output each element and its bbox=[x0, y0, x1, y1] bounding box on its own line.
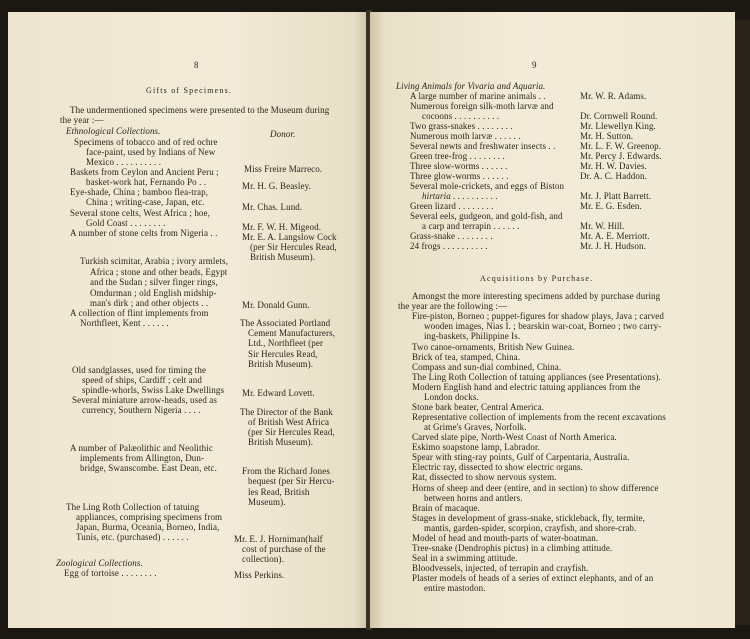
item-line: Green lizard . . . . . . . . bbox=[410, 201, 494, 211]
donor: bequest (per Sir Hercu- bbox=[248, 476, 335, 486]
purchase-line: London docks. bbox=[424, 392, 479, 402]
purchase-line: entire mastodon. bbox=[424, 583, 486, 593]
purchase-line: Brick of tea, stamped, China. bbox=[412, 352, 521, 362]
purchase-line: Carved slate pipe, North-West Coast of North America. bbox=[412, 432, 617, 442]
purchase-line: Eskimo soapstone lamp, Labrador. bbox=[412, 442, 540, 452]
item-line: spindle-whorls, Swiss Lake Dwellings bbox=[82, 385, 225, 395]
item-line: Numerous foreign silk-moth larvæ and bbox=[410, 101, 554, 111]
item-line: Omdurman ; old English midship- bbox=[90, 288, 217, 298]
donor: Mr. Llewellyn King. bbox=[580, 121, 656, 131]
donor: les Read, British bbox=[248, 487, 310, 497]
purchase-line: ing-baskets, Philippine Is. bbox=[424, 331, 521, 341]
item-line: and the Sudan ; silver finger rings, bbox=[90, 277, 218, 287]
item-line: Turkish scimitar, Arabia ; ivory armlets, bbox=[80, 256, 229, 266]
purchase-line: the year are the following :— bbox=[398, 301, 508, 311]
item-line: Several newts and freshwater insects . . bbox=[410, 141, 556, 151]
item-line: Green tree-frog . . . . . . . . bbox=[410, 151, 505, 161]
purchase-line: Model of head and mouth-parts of water-boatman. bbox=[412, 533, 599, 543]
donor: The Associated Portland bbox=[240, 318, 331, 328]
donor: (per Sir Hercules Read, bbox=[250, 242, 337, 252]
item-line: Several miniature arrow-heads, used as bbox=[72, 395, 217, 405]
purchase-line: Stone bark beater, Central America. bbox=[412, 402, 545, 412]
purchase-line: between horns and antlers. bbox=[424, 493, 523, 503]
item-line: Baskets from Ceylon and Ancient Peru ; bbox=[70, 167, 219, 177]
purchase-line: Spear with sting-ray points, Gulf of Carpentaria, Australia. bbox=[412, 452, 630, 462]
section-heading: Acquisitions by Purchase. bbox=[480, 274, 594, 283]
donor: Mr. W. Hill. bbox=[580, 221, 625, 231]
donor: British Museum). bbox=[248, 437, 314, 447]
donor: Mr. E. G. Esden. bbox=[580, 201, 642, 211]
donor: cost of purchase of the bbox=[242, 544, 326, 554]
purchase-line: Compass and sun-dial combined, China. bbox=[412, 362, 562, 372]
donor: Mr. H. W. Davies. bbox=[580, 161, 647, 171]
item-line: Three glow-worms . . . . . . bbox=[410, 171, 509, 181]
purchase-line: Bloodvessels, injected, of terrapin and crayfish. bbox=[412, 563, 589, 573]
donor: Dr. A. C. Haddon. bbox=[580, 171, 647, 181]
donor: Mr. J. H. Hudson. bbox=[580, 241, 646, 251]
donor: Sir Hercules Read, bbox=[248, 349, 318, 359]
donor: British Museum). bbox=[250, 252, 316, 262]
intro-line: The undermentioned specimens were presented to the Museum during bbox=[70, 105, 330, 115]
donor: Cement Manufacturers, bbox=[248, 328, 336, 338]
item-line: Mexico . . . . . . . . . . bbox=[86, 157, 162, 167]
purchase-line: mantis, garden-spider, scorpion, crayfish, and shore-crab. bbox=[424, 523, 637, 533]
donor: Museum). bbox=[248, 497, 286, 507]
page-number: 9 bbox=[532, 60, 537, 70]
item-line: Africa ; stone and other beads, Egypt bbox=[90, 267, 228, 277]
donor: Mr. F. W. H. Migeod. bbox=[242, 222, 322, 232]
subsection-label: Zoological Collections. bbox=[56, 558, 143, 568]
donor: British Museum). bbox=[248, 359, 314, 369]
purchase-line: The Ling Roth Collection of tatuing appliances (see Presentations). bbox=[412, 372, 661, 382]
item-line: Several eels, gudgeon, and gold-fish, and bbox=[410, 211, 563, 221]
donor: Dr. Cornwell Round. bbox=[580, 111, 658, 121]
item-line: a carp and terrapin . . . . . . bbox=[422, 221, 520, 231]
item-line: Specimens of tobacco and of red ochre bbox=[74, 137, 218, 147]
item-line: Two grass-snakes . . . . . . . . bbox=[410, 121, 513, 131]
item-line: Three slow-worms . . . . . . bbox=[410, 161, 508, 171]
purchase-line: Electric ray, dissected to show electric organs. bbox=[412, 462, 583, 472]
item-line: Northfleet, Kent . . . . . . bbox=[80, 318, 169, 328]
section-heading: Living Animals for Vivaria and Aquaria. bbox=[396, 81, 546, 91]
item-line: Egg of tortoise . . . . . . . . bbox=[64, 568, 157, 578]
item-line: speed of ships, Cardiff ; celt and bbox=[82, 375, 202, 385]
donor: From the Richard Jones bbox=[242, 466, 330, 476]
donor: Miss Perkins. bbox=[234, 570, 285, 580]
donor: Mr. Chas. Lund. bbox=[242, 202, 303, 212]
donor: (per Sir Hercules Read, bbox=[248, 427, 335, 437]
item-line: man's dirk ; and other objects . . bbox=[90, 298, 209, 308]
item-line: basket-work hat, Fernando Po . . bbox=[86, 177, 207, 187]
item-line: appliances, comprising specimens from bbox=[76, 512, 223, 522]
purchase-line: Brain of macaque. bbox=[412, 503, 480, 513]
item-line: face-paint, used by Indians of New bbox=[86, 147, 216, 157]
purchase-line: Representative collection of implements from the recent excavations bbox=[412, 412, 666, 422]
purchase-line: at Grime's Graves, Norfolk. bbox=[424, 422, 527, 432]
item-line: China ; writing-case, Japan, etc. bbox=[86, 197, 205, 207]
purchase-line: Stages in development of grass-snake, stickleback, fly, termite, bbox=[412, 513, 645, 523]
item-line: Eye-shade, China ; bamboo flea-trap, bbox=[70, 187, 209, 197]
donor: Mr. H. Sutton. bbox=[580, 131, 634, 141]
right-page bbox=[370, 12, 735, 628]
item-line: A collection of flint implements from bbox=[70, 308, 209, 318]
donor: Mr. E. A. Langslow Cock bbox=[242, 232, 337, 242]
left-page bbox=[8, 12, 368, 628]
purchase-line: Amongst the more interesting specimens added by purchase during bbox=[412, 291, 661, 301]
book-edge bbox=[735, 20, 750, 625]
donor: Mr. Donald Gunn. bbox=[242, 300, 310, 310]
item-line: Tunis, etc. (purchased) . . . . . . bbox=[76, 532, 189, 542]
donor: of British West Africa bbox=[248, 417, 330, 427]
item-line: Several stone celts, West Africa ; hoe, bbox=[70, 208, 210, 218]
donor: collection). bbox=[242, 554, 284, 564]
donor: Mr. H. G. Beasley. bbox=[242, 181, 311, 191]
donor-column-label: Donor. bbox=[270, 129, 296, 139]
donor: Mr. A. E. Merriott. bbox=[580, 231, 650, 241]
item-line: Gold Coast . . . . . . . . bbox=[86, 218, 166, 228]
item-line: bridge, Swanscombe. East Dean, etc. bbox=[80, 463, 217, 473]
item-line: cocoons . . . . . . . . . . bbox=[422, 111, 500, 121]
donor: Miss Freire Marreco. bbox=[244, 164, 323, 174]
donor: Mr. Edward Lovett. bbox=[242, 388, 315, 398]
item-line: Several mole-crickets, and eggs of Biston bbox=[410, 181, 565, 191]
item-line: A number of stone celts from Nigeria . . bbox=[70, 228, 218, 238]
donor: Mr. W. R. Adams. bbox=[580, 91, 647, 101]
donor: Mr. E. J. Horniman(half bbox=[234, 534, 323, 544]
section-heading: Gifts of Specimens. bbox=[146, 86, 233, 95]
item-line: A large number of marine animals . . bbox=[410, 91, 546, 101]
item-line: Numerous moth larvæ . . . . . . bbox=[410, 131, 521, 141]
donor: The Director of the Bank bbox=[240, 407, 333, 417]
purchase-line: wooden images, Nias I. ; bearskin war-coat, Borneo ; two carry- bbox=[424, 321, 662, 331]
item-line: Japan, Burma, Oceania, Borneo, India, bbox=[76, 522, 220, 532]
donor: Mr. J. Platt Barrett. bbox=[580, 191, 652, 201]
item-line: Old sandglasses, used for timing the bbox=[72, 365, 207, 375]
purchase-line: Seal in a swimming attitude. bbox=[412, 553, 518, 563]
intro-line: the year :— bbox=[60, 115, 104, 125]
page-number: 8 bbox=[194, 60, 199, 70]
donor: Ltd., Northfleet (per bbox=[248, 338, 324, 348]
item-line: hirtaria . . . . . . . . . . bbox=[422, 191, 498, 201]
purchase-line: Two canoe-ornaments, British New Guinea. bbox=[412, 342, 575, 352]
donor: Mr. L. F. W. Greenop. bbox=[580, 141, 662, 151]
item-line: currency, Southern Nigeria . . . . bbox=[82, 405, 201, 415]
subsection-label: Ethnological Collections. bbox=[66, 126, 161, 136]
purchase-line: Fire-piston, Borneo ; puppet-figures for shadow plays, Java ; carved bbox=[412, 311, 664, 321]
purchase-line: Modern English hand and electric tatuing appliances from the bbox=[412, 382, 641, 392]
item-line: A number of Palæolithic and Neolithic bbox=[70, 443, 213, 453]
item-line: implements from Allington, Dun- bbox=[80, 453, 205, 463]
item-line: The Ling Roth Collection of tatuing bbox=[66, 502, 200, 512]
purchase-line: Plaster models of heads of a series of extinct elephants, and of an bbox=[412, 573, 654, 583]
item-line: 24 frogs . . . . . . . . . . bbox=[410, 241, 488, 251]
purchase-line: Tree-snake (Dendrophis pictus) in a climbing attitude. bbox=[412, 543, 613, 553]
item-line: Grass-snake . . . . . . . . bbox=[410, 231, 493, 241]
purchase-line: Horns of sheep and deer (entire, and in section) to show difference bbox=[412, 483, 659, 493]
donor: Mr. Percy J. Edwards. bbox=[580, 151, 662, 161]
purchase-line: Rat, dissected to show nervous system. bbox=[412, 472, 557, 482]
